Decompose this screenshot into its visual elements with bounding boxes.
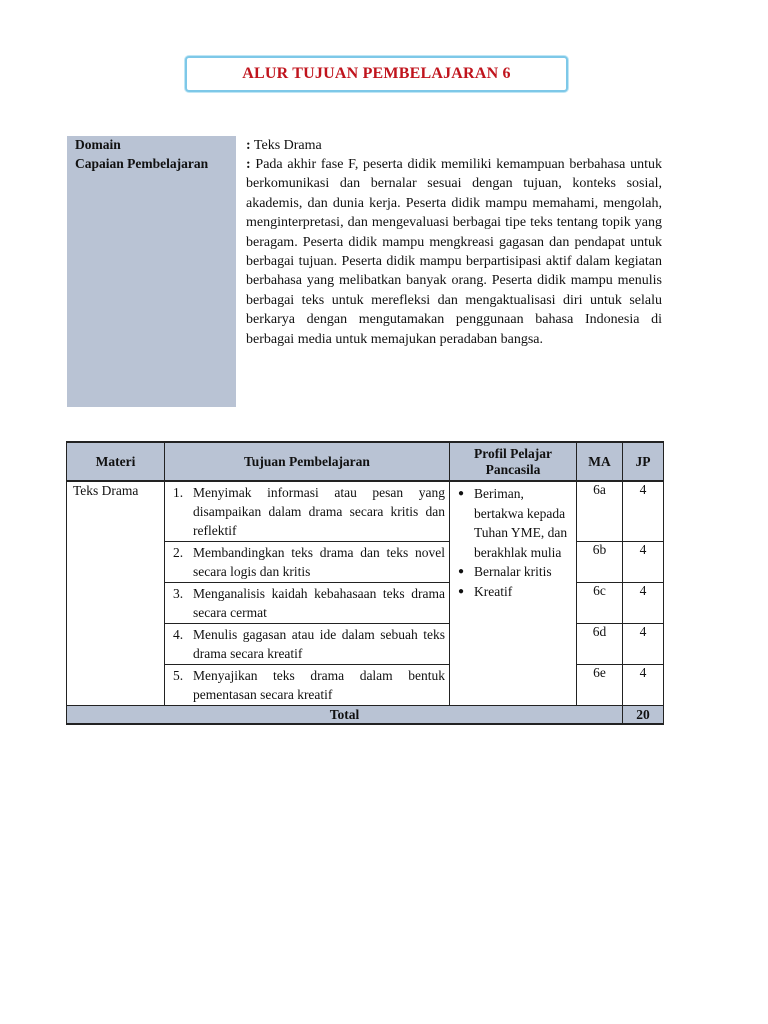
ma-cell: 6c bbox=[577, 583, 623, 624]
tujuan-text: Membandingkan teks drama dan teks novel secara logis dan kritis bbox=[193, 545, 445, 579]
header-jp: JP bbox=[623, 442, 664, 481]
cp-value: Pada akhir fase F, peserta didik memiliki kemampuan berbahasa untuk berkomunikasi dan bernalar sesuai dengan tujuan, konteks sosial, akademis, dan dunia kerja. Peserta didik mampu memahami, mengolah, menginterpretasi, dan mengevaluasi berbagai tipe teks tentang topik yang beragam. Peserta didik mampu mengkreasi gagasan dan pendapat untuk berbagai tujuan. Peserta didik mampu berpartisipasi aktif dalam kegiatan berbahasa yang melibatkan banyak orang. Peserta didik mampu menulis berbagai teks untuk merefleksi dan mengaktualisasi diri untuk selalu berkarya dengan mengutamakan penggunaan bahasa Indonesia di berbagai media untuk memajukan peradaban bangsa. bbox=[246, 157, 663, 347]
bullet-icon: ● bbox=[458, 566, 465, 577]
header-ma: MA bbox=[577, 442, 623, 481]
header-tujuan: Tujuan Pembelajaran bbox=[165, 442, 450, 481]
header-profil: Profil Pelajar Pancasila bbox=[450, 442, 577, 481]
tujuan-number: 2. bbox=[173, 545, 184, 560]
domain-value: Teks Drama bbox=[253, 138, 322, 153]
jp-cell: 4 bbox=[623, 624, 664, 665]
title-box bbox=[185, 56, 568, 92]
ma-cell: 6b bbox=[577, 542, 623, 583]
profil-item: Kreatif bbox=[474, 583, 513, 599]
cp-label: Capaian Pembelajaran bbox=[75, 156, 209, 171]
tujuan-text: Menganalisis kaidah kebahasaan teks drama secara cermat bbox=[193, 586, 445, 620]
ma-cell: 6d bbox=[577, 624, 623, 665]
ma-cell: 6e bbox=[577, 665, 623, 706]
ma-cell: 6a bbox=[577, 481, 623, 542]
colon: : bbox=[246, 157, 251, 172]
bullet-icon: ● bbox=[458, 488, 465, 499]
tujuan-text: Menyimak informasi atau pesan yang disampaikan dalam drama secara kritis dan reflektif bbox=[193, 485, 445, 538]
total-jp: 20 bbox=[623, 706, 664, 725]
atp-table bbox=[66, 441, 664, 725]
tujuan-cell bbox=[165, 542, 450, 583]
tujuan-number: 5. bbox=[173, 668, 184, 683]
tujuan-number: 1. bbox=[173, 485, 184, 500]
total-row bbox=[67, 706, 664, 725]
domain-line bbox=[246, 136, 662, 155]
info-label-panel bbox=[67, 136, 236, 407]
jp-cell: 4 bbox=[623, 583, 664, 624]
tujuan-number: 4. bbox=[173, 627, 184, 642]
jp-cell: 4 bbox=[623, 481, 664, 542]
total-label: Total bbox=[67, 706, 623, 725]
info-content bbox=[246, 136, 662, 349]
profil-cell bbox=[450, 481, 577, 706]
tujuan-cell bbox=[165, 583, 450, 624]
list-item bbox=[458, 562, 572, 582]
tujuan-cell bbox=[165, 624, 450, 665]
tujuan-number: 3. bbox=[173, 586, 184, 601]
page-title: ALUR TUJUAN PEMBELAJARAN 6 bbox=[242, 65, 511, 82]
profil-item: Beriman, bertakwa kepada Tuhan YME, dan berakhlak mulia bbox=[474, 486, 568, 560]
jp-cell: 4 bbox=[623, 665, 664, 706]
colon: : bbox=[246, 138, 251, 153]
jp-cell: 4 bbox=[623, 542, 664, 583]
tujuan-cell bbox=[165, 665, 450, 706]
header-materi: Materi bbox=[67, 442, 165, 481]
list-item bbox=[458, 484, 572, 562]
materi-cell: Teks Drama bbox=[67, 481, 165, 706]
profil-item: Bernalar kritis bbox=[474, 564, 552, 579]
tujuan-text: Menyajikan teks drama dalam bentuk pementasan secara kreatif bbox=[193, 668, 445, 702]
cp-paragraph bbox=[246, 155, 662, 349]
domain-label: Domain bbox=[75, 137, 121, 152]
bullet-icon: ● bbox=[458, 585, 465, 597]
tujuan-cell bbox=[165, 481, 450, 542]
list-item bbox=[458, 582, 572, 602]
table-header-row bbox=[67, 442, 664, 481]
profil-list bbox=[450, 482, 576, 601]
table-row bbox=[67, 481, 664, 542]
tujuan-text: Menulis gagasan atau ide dalam sebuah teks drama secara kreatif bbox=[193, 627, 445, 661]
